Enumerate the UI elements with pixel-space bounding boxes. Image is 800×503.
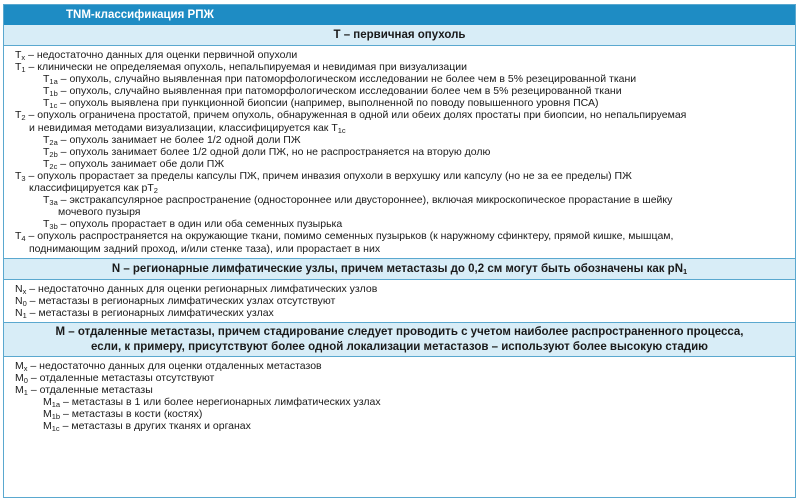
t2-row: $T_2$ – опухоль ограничена простатой, причем опухоль, обнаруженная в одной или обеих долях простаты при биопсии, но непальпируемая <box>15 109 687 123</box>
t-section-header: Т – первичная опухоль <box>4 25 795 46</box>
m-section-body <box>4 357 795 436</box>
t3a-row: $T_{3a}$ – экстракапсулярное распространение (одностороннее или двустороннее), включая микроскопическое прорастание в шейку <box>43 194 673 208</box>
n-section-header: N – регионарные лимфатические узлы, причем метастазы до 0,2 см могут быть обозначены как $pN_1$ <box>4 259 795 280</box>
t3b-row: $T_{3b}$ – опухоль прорастает в один или оба семенных пузырька <box>43 218 343 232</box>
t1b-row: $T_{1b}$ – опухоль, случайно выявленная при патоморфологическом исследовании более чем в 5% резецированной ткани <box>43 85 622 99</box>
m1-row: $M_1$ – отдаленные метастазы <box>15 384 153 398</box>
t2a-row: $T_{2a}$ – опухоль занимает не более 1/2 одной доли ПЖ <box>43 133 301 147</box>
m-section-header <box>4 323 795 357</box>
t1a-row: $T_{1a}$ – опухоль, случайно выявленная при патоморфологическом исследовании не более чем в 5% резецированной ткани <box>43 73 637 87</box>
t3-row: $T_3$ – опухоль прорастает за пределы капсулы ПЖ, причем инвазия опухоли в верхушку или капсулу (но не за ее пределы) ПЖ <box>15 169 632 183</box>
nx-row: $N_x$ – недостаточно данных для оценки регионарных лимфатических узлов <box>15 282 378 296</box>
t3-continuation: классифицируется как $pT_2$ <box>29 182 158 196</box>
tx-row: $T_x$ – недостаточно данных для оценки первичной опухоли <box>15 49 298 62</box>
m1a-row: $M_{1a}$ – метастазы в 1 или более нерегионарных лимфатических узлах <box>43 396 381 410</box>
tnm-table <box>3 4 796 498</box>
t2b-row: $T_{2b}$ – опухоль занимает более 1/2 одной доли ПЖ, но не распространяется на вторую долю <box>43 145 491 159</box>
n1-row: $N_1$ – метастазы в регионарных лимфатических узлах <box>15 306 274 320</box>
t2-continuation: и невидимая методами визуализации, классифицируется как $T_{1c}$ <box>29 121 346 135</box>
t2c-row: $T_{2c}$ – опухоль занимает обе доли ПЖ <box>43 157 225 171</box>
n0-row: $N_0$ – метастазы в регионарных лимфатических узлах отсутствуют <box>15 294 336 308</box>
t4-continuation: поднимающим задний проход, и/или стенке таза), или прорастает в них <box>29 242 381 255</box>
t-section-body <box>4 46 795 259</box>
m1b-row: $M_{1b}$ – метастазы в кости (костях) <box>43 408 203 422</box>
m0-row: $M_0$ – отдаленные метастазы отсутствуют <box>15 371 215 385</box>
t4-row: $T_4$ – опухоль распространяется на окружающие ткани, помимо семенных пузырьков (к наружному сфинктеру, прямой кишке, мышцам, <box>15 230 674 244</box>
t1c-row: $T_{1c}$ – опухоль выявлена при пункционной биопсии (например, выполненной по поводу повышенного уровня ПСА) <box>43 97 599 111</box>
m-header-line2: если, к примеру, присутствуют более одной локализации метастазов – используют более высокую стадию <box>90 340 708 353</box>
m1c-row: $M_{1c}$ – метастазы в других тканях и органах <box>43 420 251 434</box>
table-title: TNM-классификация РПЖ <box>4 5 795 25</box>
mx-row: $M_x$ – недостаточно данных для оценки отдаленных метастазов <box>15 359 322 373</box>
n-section-body <box>4 280 795 323</box>
t1-row: $T_1$ – клинически не определяемая опухоль, непальпируемая и невидимая при визуализации <box>15 61 467 75</box>
m-header-line1: М – отдаленные метастазы, причем стадирование следует проводить с учетом наиболее распространенного процесса, <box>55 325 744 338</box>
t3a-continuation: мочевого пузыря <box>58 206 141 219</box>
